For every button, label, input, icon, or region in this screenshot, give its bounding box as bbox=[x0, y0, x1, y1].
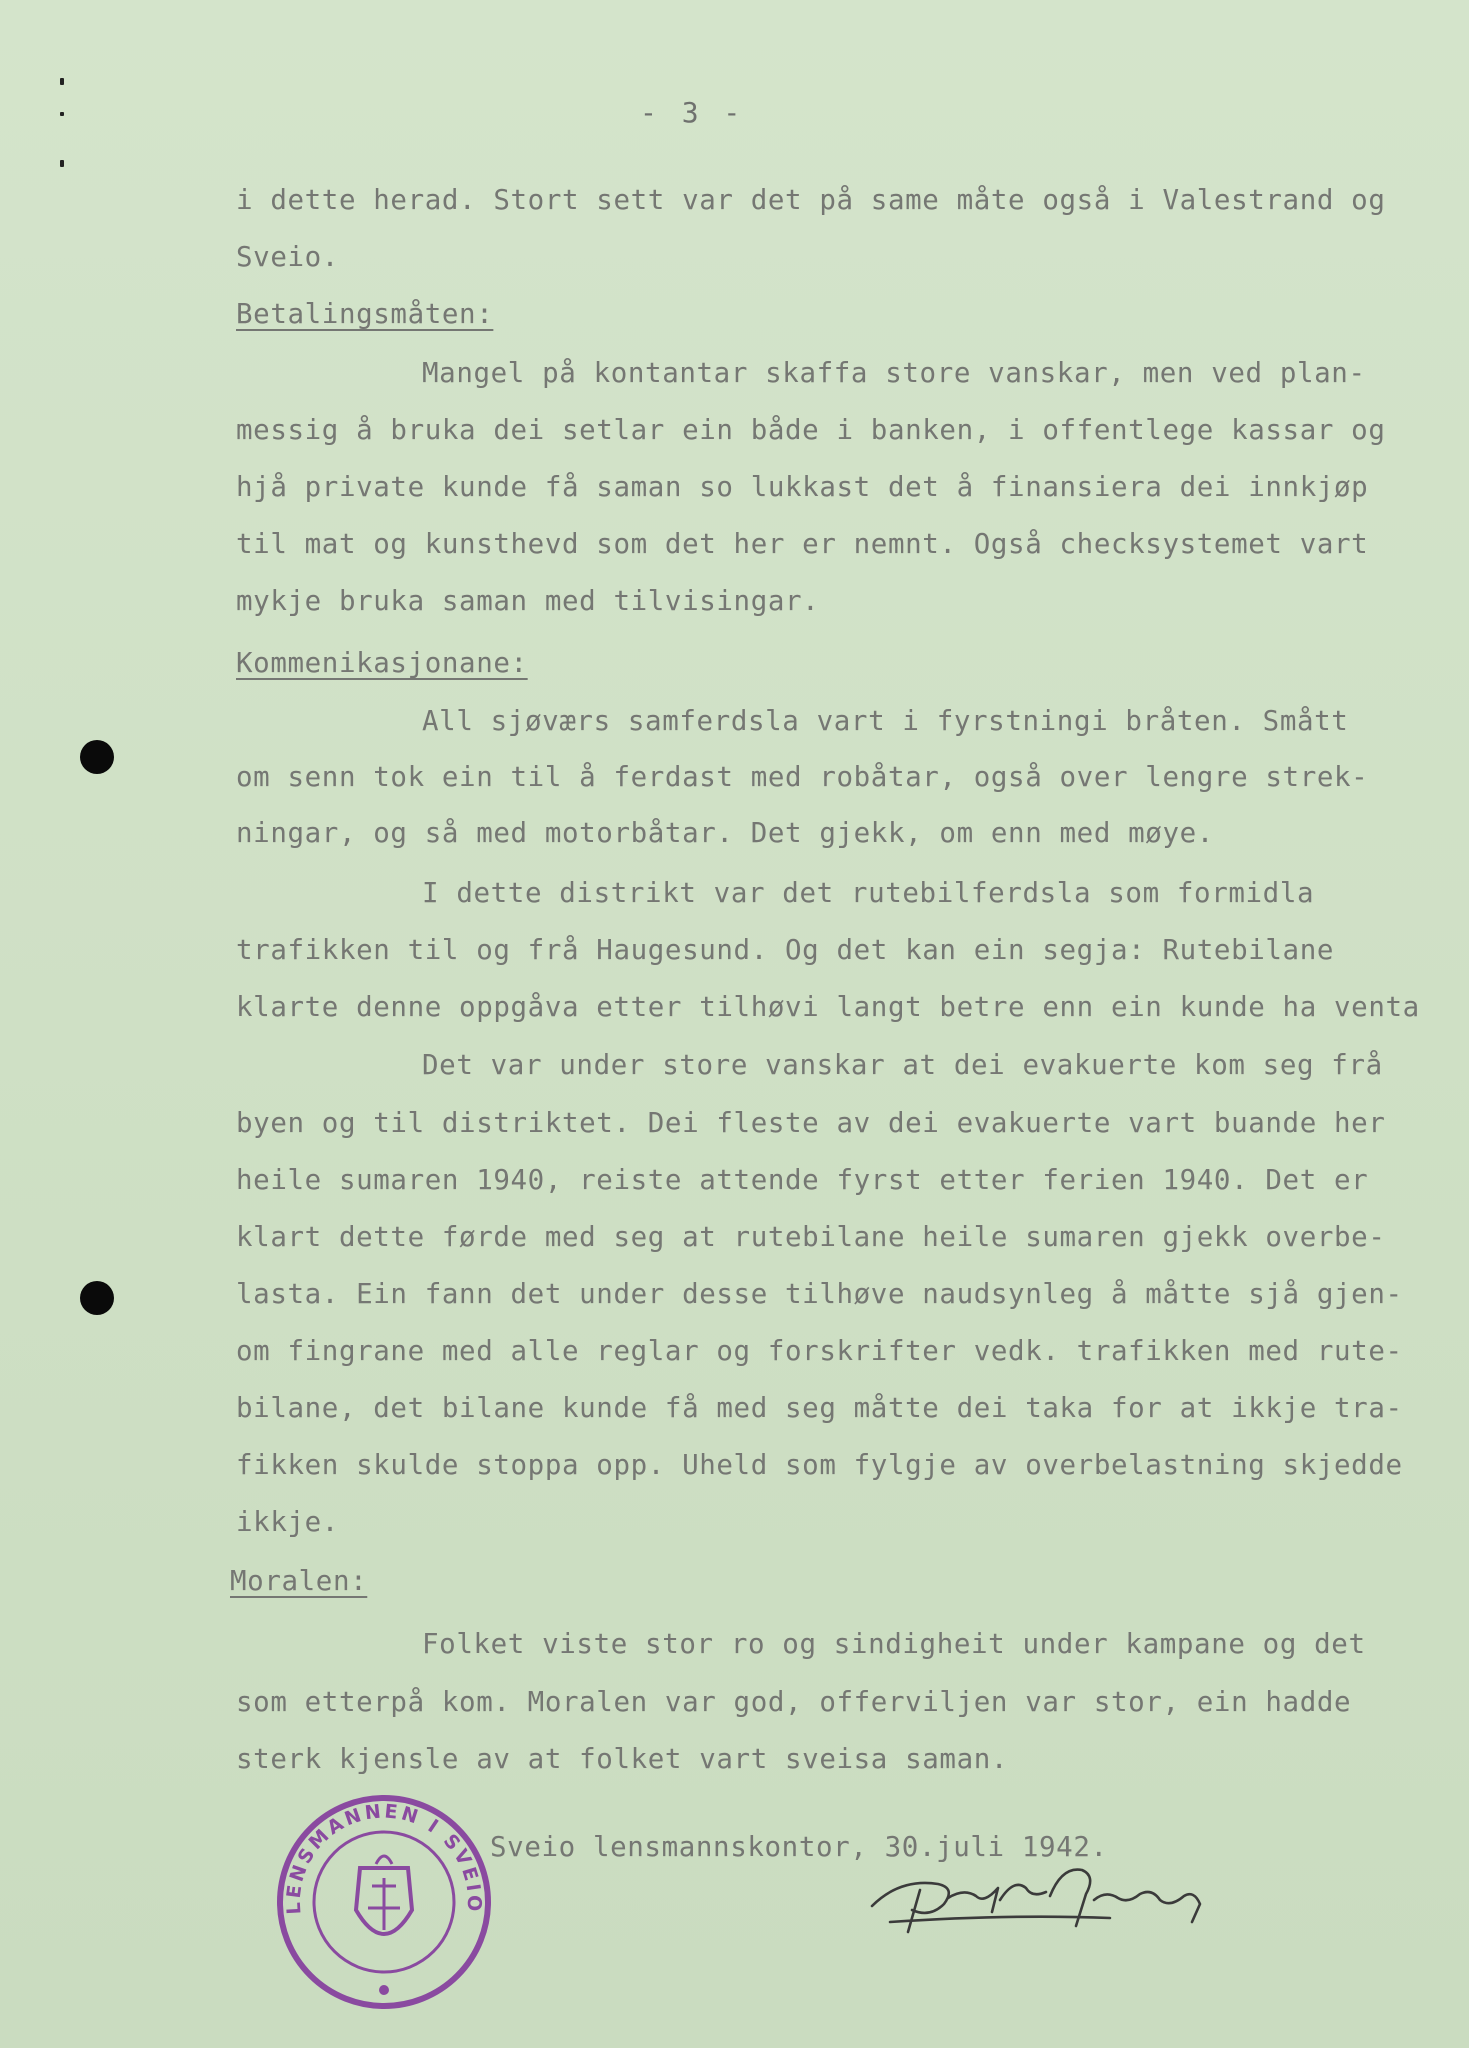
text-line: I dette distrikt var det rutebilferdsla som formidla bbox=[422, 877, 1315, 909]
section-heading-moralen: Moralen: bbox=[230, 1565, 368, 1597]
official-stamp bbox=[272, 1790, 496, 2014]
text-line: Mangel på kontantar skaffa store vanskar, men ved plan- bbox=[422, 357, 1366, 389]
text-line: Folket viste stor ro og sindigheit under kampane og det bbox=[422, 1628, 1366, 1660]
text-line: byen og til distriktet. Dei fleste av dei evakuerte vart buande her bbox=[236, 1107, 1386, 1139]
section-heading-kommunikasjon: Kommenikasjonane: bbox=[236, 647, 528, 679]
text-line: mykje bruka saman med tilvisingar. bbox=[236, 585, 820, 617]
text-line: All sjøværs samferdsla vart i fyrstningi bråten. Smått bbox=[422, 705, 1349, 737]
text-line: klart dette førde med seg at rutebilane heile sumaren gjekk overbe- bbox=[236, 1221, 1386, 1253]
text-line: sterk kjensle av at folket vart sveisa saman. bbox=[236, 1743, 1009, 1775]
text-line: til mat og kunsthevd som det her er nemnt. Også checksystemet vart bbox=[236, 528, 1369, 560]
margin-mark bbox=[60, 112, 64, 116]
section-heading-betaling: Betalingsmåten: bbox=[236, 298, 494, 330]
text-line: fikken skulde stoppa opp. Uheld som fylgje av overbelastning skjedde bbox=[236, 1449, 1403, 1481]
handwritten-signature bbox=[860, 1848, 1250, 1938]
text-line: i dette herad. Stort sett var det på same måte også i Valestrand og bbox=[236, 184, 1386, 216]
text-line: om senn tok ein til å ferdast med robåtar, også over lengre strek- bbox=[236, 761, 1369, 793]
punch-hole bbox=[80, 1281, 114, 1315]
text-line: klarte denne oppgåva etter tilhøvi langt betre enn ein kunde ha venta bbox=[236, 991, 1420, 1023]
text-line: heile sumaren 1940, reiste attende fyrst etter ferien 1940. Det er bbox=[236, 1164, 1369, 1196]
margin-mark bbox=[60, 160, 64, 167]
text-line: hjå private kunde få saman so lukkast det å finansiera dei innkjøp bbox=[236, 471, 1369, 503]
punch-hole bbox=[80, 740, 114, 774]
closing-place-date: Sveio lensmannskontor, 30.juli 1942. bbox=[490, 1831, 1108, 1863]
text-line: Sveio. bbox=[236, 241, 339, 273]
text-line: lasta. Ein fann det under desse tilhøve naudsynleg å måtte sjå gjen- bbox=[236, 1278, 1403, 1310]
text-line: Det var under store vanskar at dei evakuerte kom seg frå bbox=[422, 1049, 1383, 1081]
margin-mark bbox=[60, 78, 64, 85]
text-line: ningar, og så med motorbåtar. Det gjekk, om enn med møye. bbox=[236, 817, 1214, 849]
text-line: som etterpå kom. Moralen var god, offerviljen var stor, ein hadde bbox=[236, 1686, 1352, 1718]
text-line: om fingrane med alle reglar og forskrifter vedk. trafikken med rute- bbox=[236, 1335, 1403, 1367]
stamp-text: LENSMANNEN I SVEIO bbox=[282, 1800, 486, 1916]
text-line: ikkje. bbox=[236, 1506, 339, 1538]
text-line: bilane, det bilane kunde få med seg måtte dei taka for at ikkje tra- bbox=[236, 1392, 1403, 1424]
text-line: messig å bruka dei setlar ein både i banken, i offentlege kassar og bbox=[236, 414, 1386, 446]
page-number: - 3 - bbox=[640, 96, 745, 129]
text-line: trafikken til og frå Haugesund. Og det kan ein segja: Rutebilane bbox=[236, 934, 1335, 966]
